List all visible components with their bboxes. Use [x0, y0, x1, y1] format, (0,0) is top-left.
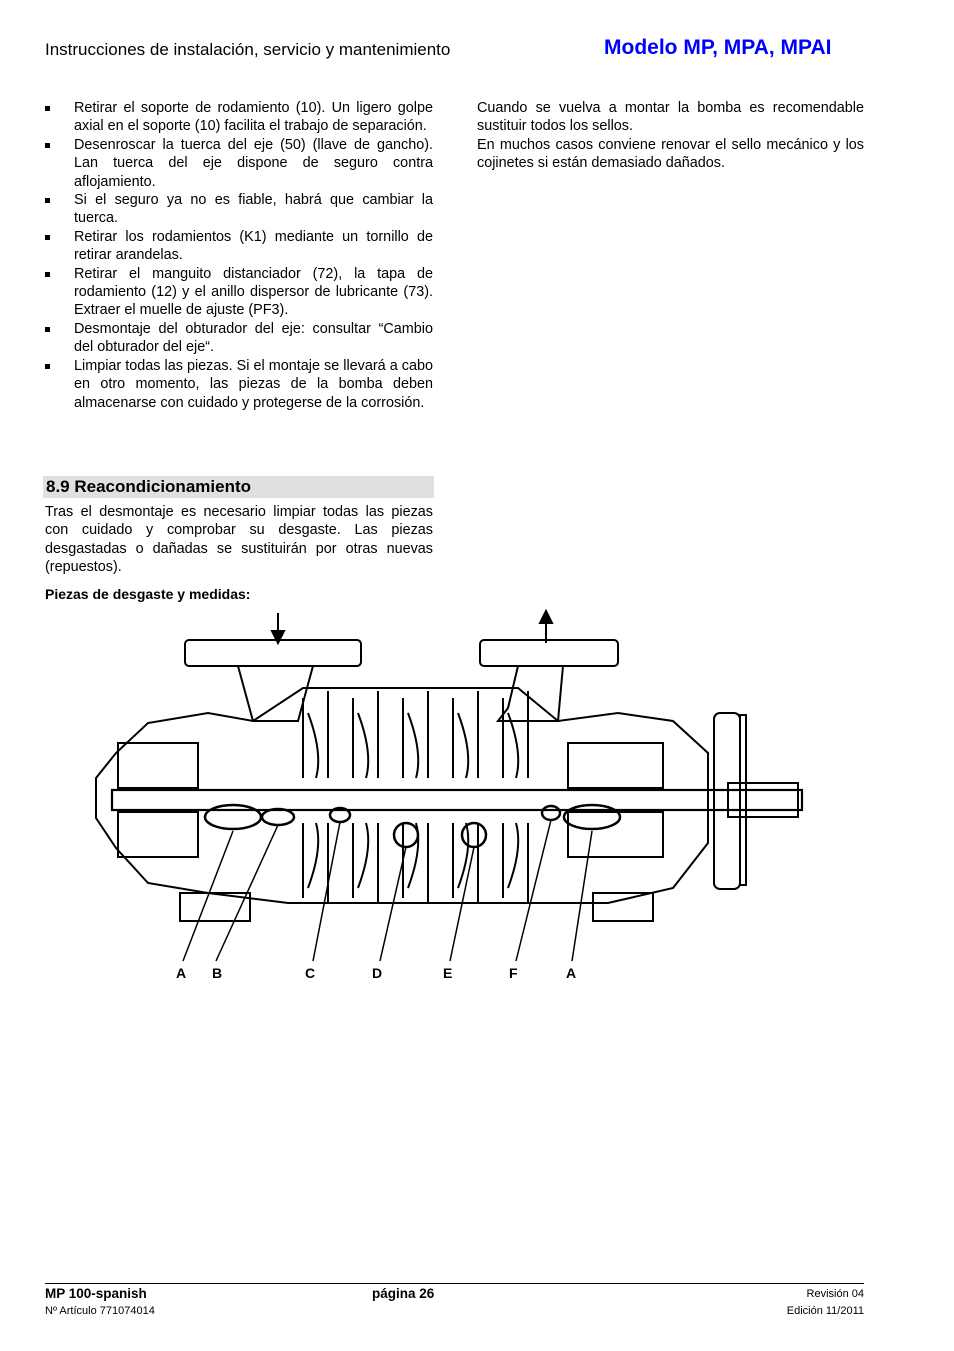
- diagram-label-c: C: [305, 965, 316, 981]
- bullet-icon: [45, 235, 50, 240]
- bullet-list: [45, 99, 433, 412]
- subheading: Piezas de desgaste y medidas:: [45, 586, 251, 602]
- list-item: Si el seguro ya no es fiable, habrá que cambiar la tuerca.: [45, 191, 433, 228]
- list-item: Limpiar todas las piezas. Si el montaje se llevará a cabo en otro momento, las piezas de la bomba deben almacenarse con cuidado y protegerse de la corrosión.: [45, 357, 433, 412]
- bullet-icon: [45, 198, 50, 203]
- section-paragraph: Tras el desmontaje es necesario limpiar todas las piezas con cuidado y comprobar su desgaste. Las piezas desgastadas o dañadas se sustituirán por otras nuevas (repuestos).: [45, 504, 433, 576]
- list-item: Desenroscar la tuerca del eje (50) (llave de gancho). Lan tuerca del eje dispone de seguro contra aflojamiento.: [45, 136, 433, 191]
- footer-doc-name: MP 100-spanish: [45, 1286, 147, 1301]
- footer-page-number: página 26: [372, 1286, 435, 1301]
- list-item: Retirar los rodamientos (K1) mediante un tornillo de retirar arandelas.: [45, 228, 433, 265]
- diagram-label-e: E: [443, 965, 453, 981]
- bullet-icon: [45, 364, 50, 369]
- section-heading: 8.9 Reacondicionamiento: [43, 476, 434, 498]
- list-item: Desmontaje del obturador del eje: consultar “Cambio del obturador del eje“.: [45, 320, 433, 357]
- pump-cross-section-diagram: [88, 603, 808, 963]
- right-column: [477, 99, 864, 173]
- list-item: Retirar el soporte de rodamiento (10). Un ligero golpe axial en el soporte (10) facilita el trabajo de separación.: [45, 99, 433, 136]
- list-item: Retirar el manguito distanciador (72), la tapa de rodamiento (12) y el anillo dispersor de lubricante (73). Extraer el muelle de ajuste (PF3).: [45, 265, 433, 320]
- footer-edition: Edición 11/2011: [786, 1305, 864, 1317]
- header-title: Instrucciones de instalación, servicio y mantenimiento: [45, 40, 451, 59]
- bullet-icon: [45, 327, 50, 332]
- footer-divider: [45, 1283, 864, 1284]
- footer-article-number: Nº Artículo 771074014: [45, 1305, 155, 1317]
- paragraph: En muchos casos conviene renovar el sello mecánico y los cojinetes si están demasiado dañados.: [477, 136, 864, 172]
- left-column: [45, 99, 433, 412]
- footer-revision: Revisión 04: [806, 1288, 864, 1300]
- model-title: Modelo MP, MPA, MPAI: [604, 36, 832, 59]
- paragraph: Cuando se vuelva a montar la bomba es recomendable sustituir todos los sellos.: [477, 100, 864, 135]
- bullet-icon: [45, 272, 50, 277]
- diagram-label-a: A: [176, 965, 187, 981]
- diagram-label-d: D: [372, 965, 383, 981]
- diagram-label-f: F: [509, 965, 518, 981]
- diagram-label-b: B: [212, 965, 223, 981]
- diagram-label-a2: A: [566, 965, 577, 981]
- bullet-icon: [45, 106, 50, 111]
- diagram-labels: [0, 965, 954, 985]
- bullet-icon: [45, 143, 50, 148]
